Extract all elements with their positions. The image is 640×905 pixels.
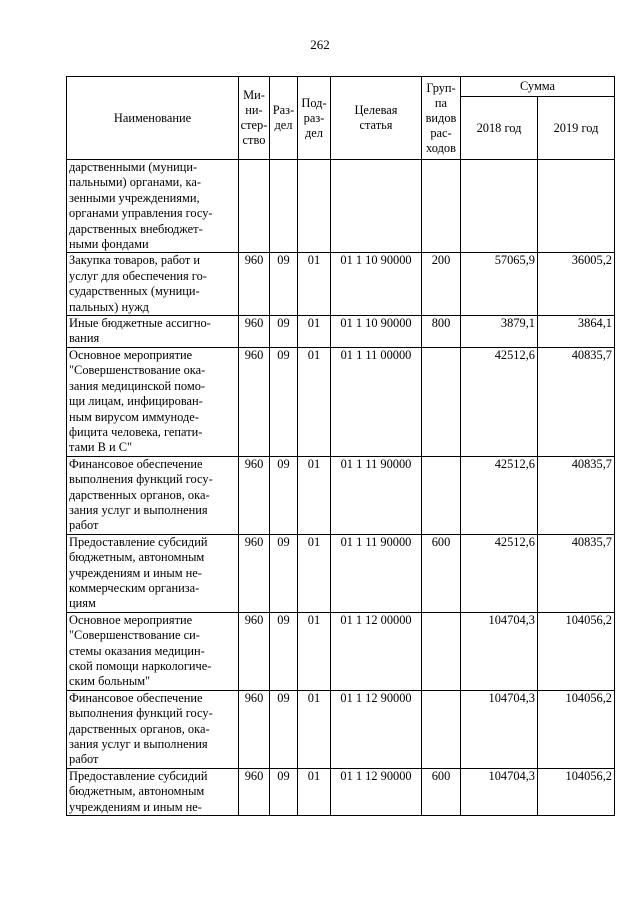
header-ministry xyxy=(239,77,270,160)
row-subsection: 01 xyxy=(298,768,331,815)
row-v2018: 104704,3 xyxy=(461,612,538,690)
header-line: ство xyxy=(242,133,266,147)
row-group xyxy=(422,690,461,768)
row-name-line: коммерческим организа- xyxy=(69,580,200,595)
row-name-line: дарственных внебюджет- xyxy=(69,221,203,236)
row-v2019: 40835,7 xyxy=(538,347,615,456)
row-ministry: 960 xyxy=(239,612,270,690)
header-line: Раз- xyxy=(272,103,295,117)
row-name-line: циям xyxy=(69,596,96,611)
row-section: 09 xyxy=(270,534,298,612)
table-row xyxy=(67,690,615,768)
row-target: 01 1 11 90000 xyxy=(331,534,422,612)
row-name-line: учреждениям и иным не- xyxy=(69,799,202,814)
row-v2019: 40835,7 xyxy=(538,534,615,612)
header-sum: Сумма xyxy=(461,77,615,97)
row-name-line: ным вирусом иммуноде- xyxy=(69,409,199,424)
table-row xyxy=(67,768,615,815)
row-v2018: 42512,6 xyxy=(461,456,538,534)
row-subsection: 01 xyxy=(298,456,331,534)
header-line: Груп- xyxy=(426,80,456,95)
row-section: 09 xyxy=(270,316,298,348)
row-v2019: 104056,2 xyxy=(538,612,615,690)
row-name xyxy=(67,768,239,815)
row-group xyxy=(422,612,461,690)
row-subsection: 01 xyxy=(298,253,331,316)
row-name-line: Закупка товаров, работ и xyxy=(69,253,201,268)
header-line: видов xyxy=(425,110,457,125)
row-ministry: 960 xyxy=(239,534,270,612)
table-row xyxy=(67,253,615,316)
row-name-line: дарственными (муници- xyxy=(69,160,198,174)
row-section: 09 xyxy=(270,768,298,815)
row-ministry: 960 xyxy=(239,456,270,534)
row-section: 09 xyxy=(270,612,298,690)
table-header xyxy=(67,77,615,160)
row-ministry: 960 xyxy=(239,253,270,316)
header-line: Ми- xyxy=(243,88,265,102)
row-target: 01 1 10 90000 xyxy=(331,253,422,316)
row-name-line: учреждениям и иным не- xyxy=(69,565,202,580)
row-name xyxy=(67,534,239,612)
table-body xyxy=(67,160,615,816)
row-name-line: Предоставление субсидий xyxy=(69,534,208,549)
table-row xyxy=(67,347,615,456)
row-name-line: Иные бюджетные ассигно- xyxy=(69,316,211,331)
header-target xyxy=(331,77,422,160)
row-name-line: Финансовое обеспечение xyxy=(69,690,203,705)
row-v2018: 57065,9 xyxy=(461,253,538,316)
row-v2018: 42512,6 xyxy=(461,347,538,456)
table-row xyxy=(67,316,615,348)
row-ministry: 960 xyxy=(239,347,270,456)
row-group xyxy=(422,456,461,534)
row-v2018 xyxy=(461,160,538,253)
header-line: раз- xyxy=(303,110,325,125)
row-name-line: сударственных (муници- xyxy=(69,284,200,299)
header-line: ни- xyxy=(245,103,263,117)
header-line: дел xyxy=(305,125,323,140)
row-group: 600 xyxy=(422,534,461,612)
row-section: 09 xyxy=(270,690,298,768)
header-group xyxy=(422,77,461,160)
row-subsection: 01 xyxy=(298,316,331,348)
row-name xyxy=(67,612,239,690)
header-line: стер- xyxy=(240,118,268,132)
row-section xyxy=(270,160,298,253)
row-name-line: ными фондами xyxy=(69,237,149,252)
table-row xyxy=(67,160,615,253)
row-name-line: Финансовое обеспечение xyxy=(69,456,203,471)
header-line: ходов xyxy=(426,140,456,155)
row-target: 01 1 11 00000 xyxy=(331,347,422,456)
row-ministry: 960 xyxy=(239,768,270,815)
header-2019: 2019 год xyxy=(538,97,615,160)
row-v2018: 104704,3 xyxy=(461,768,538,815)
budget-table xyxy=(66,76,615,816)
row-name-line: зания услуг и выполнения xyxy=(69,502,208,517)
row-name-line: Основное мероприятие xyxy=(69,612,193,627)
row-name xyxy=(67,253,239,316)
row-target: 01 1 12 00000 xyxy=(331,612,422,690)
header-subsection xyxy=(298,77,331,160)
row-group: 800 xyxy=(422,316,461,348)
row-name-line: услуг для обеспечения го- xyxy=(69,268,207,283)
row-ministry xyxy=(239,160,270,253)
header-section xyxy=(270,77,298,160)
row-v2018: 42512,6 xyxy=(461,534,538,612)
row-group: 600 xyxy=(422,768,461,815)
row-target: 01 1 10 90000 xyxy=(331,316,422,348)
header-line: Под- xyxy=(301,95,327,110)
header-line: Целевая xyxy=(354,103,398,117)
row-target: 01 1 11 90000 xyxy=(331,456,422,534)
row-group xyxy=(422,347,461,456)
row-name-line: зенными учреждениями, xyxy=(69,190,200,205)
row-v2018: 3879,1 xyxy=(461,316,538,348)
row-subsection: 01 xyxy=(298,347,331,456)
row-name-line: пальными) органами, ка- xyxy=(69,175,201,190)
row-name xyxy=(67,456,239,534)
row-subsection: 01 xyxy=(298,612,331,690)
row-name-line: Предоставление субсидий xyxy=(69,768,208,783)
page-number: 262 xyxy=(310,37,330,52)
row-subsection: 01 xyxy=(298,534,331,612)
row-name-line: ской помощи наркологиче- xyxy=(69,659,212,673)
table-row xyxy=(67,534,615,612)
row-name-line: выполнения функций госу- xyxy=(69,706,213,721)
row-section: 09 xyxy=(270,456,298,534)
row-v2019 xyxy=(538,160,615,253)
row-name-line: органами управления госу- xyxy=(69,206,213,221)
row-v2018: 104704,3 xyxy=(461,690,538,768)
row-name-line: ским больным" xyxy=(69,674,151,689)
row-name xyxy=(67,690,239,768)
row-target: 01 1 12 90000 xyxy=(331,690,422,768)
row-name-line: пальных) нужд xyxy=(69,299,149,314)
row-name-line: бюджетным, автономным xyxy=(69,550,205,565)
row-name xyxy=(67,316,239,348)
table-row xyxy=(67,456,615,534)
row-name-line: вания xyxy=(69,331,100,346)
row-v2019: 104056,2 xyxy=(538,768,615,815)
header-line: па xyxy=(434,95,448,110)
row-subsection: 01 xyxy=(298,690,331,768)
row-name-line: щи лицам, инфицирован- xyxy=(69,394,203,409)
row-target xyxy=(331,160,422,253)
row-name-line: дарственных органов, ока- xyxy=(69,721,210,736)
row-v2019: 36005,2 xyxy=(538,253,615,316)
header-2018: 2018 год xyxy=(461,97,538,160)
row-name xyxy=(67,160,239,253)
row-name-line: выполнения функций госу- xyxy=(69,472,213,487)
header-line: дел xyxy=(274,118,293,132)
row-name-line: зания медицинской помо- xyxy=(69,378,206,393)
row-subsection xyxy=(298,160,331,253)
row-section: 09 xyxy=(270,253,298,316)
row-target: 01 1 12 90000 xyxy=(331,768,422,815)
row-name-line: работ xyxy=(69,518,99,533)
row-name-line: дарственных органов, ока- xyxy=(69,487,210,502)
row-name-line: стемы оказания медицин- xyxy=(69,643,205,658)
row-section: 09 xyxy=(270,347,298,456)
row-ministry: 960 xyxy=(239,690,270,768)
row-group xyxy=(422,160,461,253)
row-v2019: 40835,7 xyxy=(538,456,615,534)
table-row xyxy=(67,612,615,690)
row-name xyxy=(67,347,239,456)
row-name-line: тами В и С" xyxy=(69,440,133,455)
row-name-line: Основное мероприятие xyxy=(69,347,193,362)
row-v2019: 104056,2 xyxy=(538,690,615,768)
header-line: рас- xyxy=(430,125,452,140)
row-ministry: 960 xyxy=(239,316,270,348)
row-name-line: "Совершенствование си- xyxy=(69,628,200,643)
row-v2019: 3864,1 xyxy=(538,316,615,348)
row-name-line: работ xyxy=(69,752,99,767)
row-group: 200 xyxy=(422,253,461,316)
row-name-line: бюджетным, автономным xyxy=(69,784,205,799)
header-line: статья xyxy=(359,118,393,132)
row-name-line: зания услуг и выполнения xyxy=(69,737,208,752)
row-name-line: фицита человека, гепати- xyxy=(69,424,203,439)
header-name: Наименование xyxy=(67,77,239,160)
row-name-line: "Совершенствование ока- xyxy=(69,363,206,378)
